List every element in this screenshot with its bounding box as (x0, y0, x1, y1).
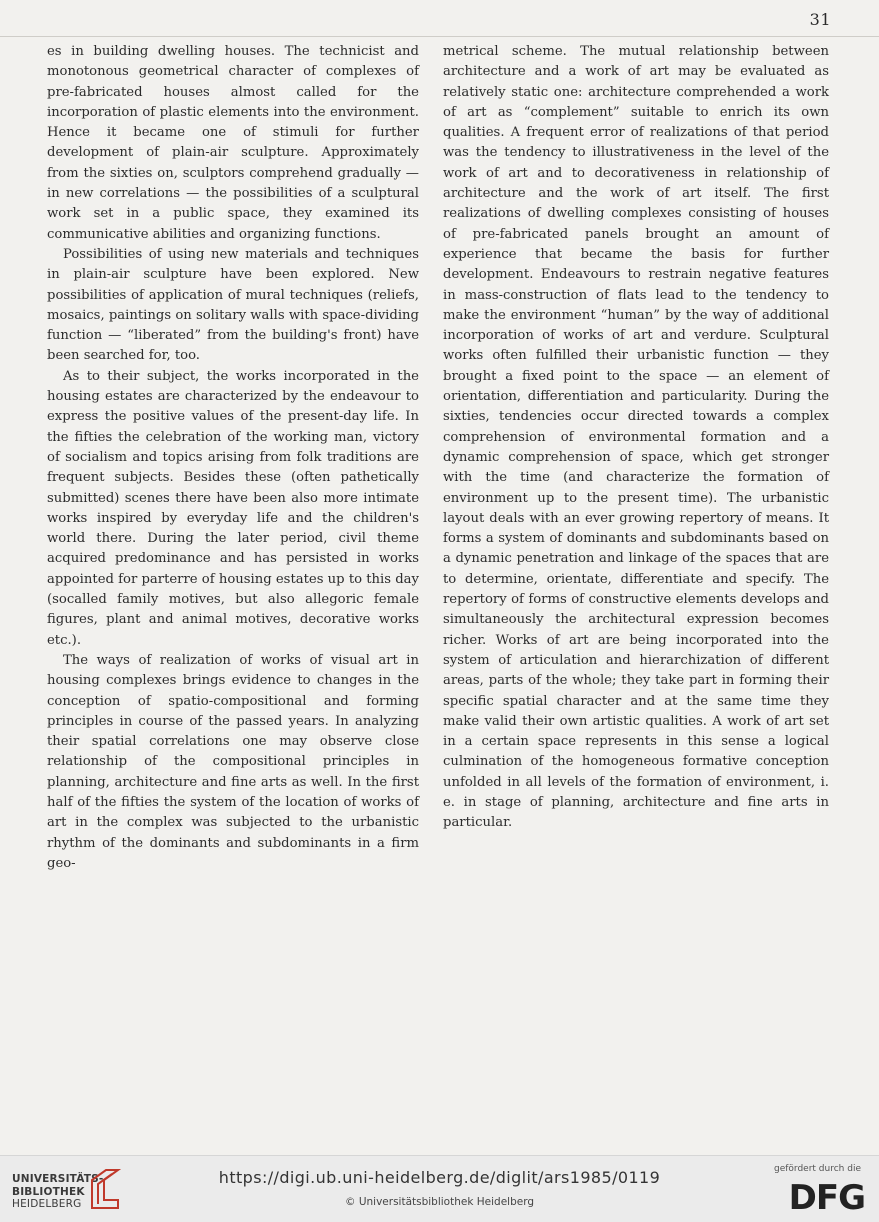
library-line: BIBLIOTHEK (12, 1185, 85, 1198)
paragraph: As to their subject, the works incorporated in the housing estates are characterized by the endeavour to express the positive values of the present-day life. In the fifties the celebration of the working man, victory of socialism and topics arising from folk traditions are frequent subjects. Besides these (often pathetically submitted) scenes there have been also more intimate works inspired by everyday life and the children's world there. During the later period, civil theme acquired predominance and has persisted in works appointed for parterre of housing estates up to this day (socalled family motives, but also allegoric female figures, plant and animal motives, decorative works etc.). (47, 368, 419, 648)
text-columns (47, 42, 833, 871)
page-number: 31 (809, 10, 831, 29)
paragraph: es in building dwelling houses. The technicist and monotonous geometrical character of complexes of pre-fabricated houses almost called for the incorporation of plastic elements into the environment. Hence it became one of stimuli for further development of plain-air sculpture. Approximately from the sixties on, sculptors comprehend gradually — in new correlations — the possibilities of a sculptural work set in a public space, they examined its communicative abilities and organizing functions. (47, 44, 419, 242)
document-url[interactable]: https://digi.ub.uni-heidelberg.de/diglit/ars1985/0119 (218, 1168, 661, 1187)
paragraph: Possibilities of using new materials and techniques in plain-air sculpture have been explored. New possibilities of application of mural techniques (reliefs, mosaics, paintings on solitary walls with space-dividing function — “liberated” from the building's front) have been searched for, too. (47, 246, 419, 364)
footer-bar (0, 1155, 879, 1222)
right-column (443, 42, 829, 834)
header-rule (0, 36, 879, 37)
paragraph: metrical scheme. The mutual relationship between architecture and a work of art may be evaluated as relatively static one: architecture comprehended a work of art as “complement” suitable to enrich its own qualities. A frequent error of realizations of that period was the tendency to illustrativeness in the level of the work of art and to decorativeness in relationship of architecture and the work of art itself. The first realizations of dwelling complexes consisting of houses of pre-fabricated panels brought an amount of experience that became the basis for further development. Endeavours to restrain negative features in mass-construction of flats lead to the tendency to make the environment “human” by the way of additional incorporation of works of art and verdure. Sculptural works often fulfilled their urbanistic function — they brought a fixed point to the space — an element of orientation, differentiation and particularity. During the sixties, tendencies occur directed towards a complex comprehension of environmental formation and a dynamic comprehension of space, which get stronger with the time (and characterize the formation of environment up to the present time). The urbanistic layout deals with an ever growing repertory of means. It forms a system of dominants and subdominants based on a dynamic penetration and linkage of the spaces that are to determine, orientate, differentiate and specify. The repertory of forms of constructive elements develops and simultaneously the architectural expression becomes richer. Works of art are being incorporated into the system of articulation and hierarchization of different areas, parts of the whole; they take part in forming their specific spatial character and at the same time they make valid their own artistic qualities. A work of art set in a certain space represents in this sense a logical culmination of the homogeneous formative conception unfolded in all levels of the formation of environment, i. e. in stage of planning, architecture and fine arts in particular. (443, 44, 829, 831)
paragraph: The ways of realization of works of visual art in housing complexes brings evidence to changes in the conception of spatio-compositional and forming principles in course of the passed years. In analyzing their spatial correlations one may observe close relationship of the compositional principles in planning, architecture and fine arts as well. In the first half of the fifties the system of the location of works of art in the complex was subjected to the urbanistic rhythm of the dominants and subdominants in a firm geo- (47, 652, 419, 871)
copyright-notice: © Universitätsbibliothek Heidelberg (344, 1196, 534, 1208)
library-line: UNIVERSITÄTS- (12, 1173, 104, 1185)
dfg-logo: DFG (788, 1178, 865, 1218)
left-column (47, 42, 419, 874)
funded-by-label: gefördert durch die (774, 1164, 861, 1174)
library-line: HEIDELBERG (12, 1198, 82, 1210)
